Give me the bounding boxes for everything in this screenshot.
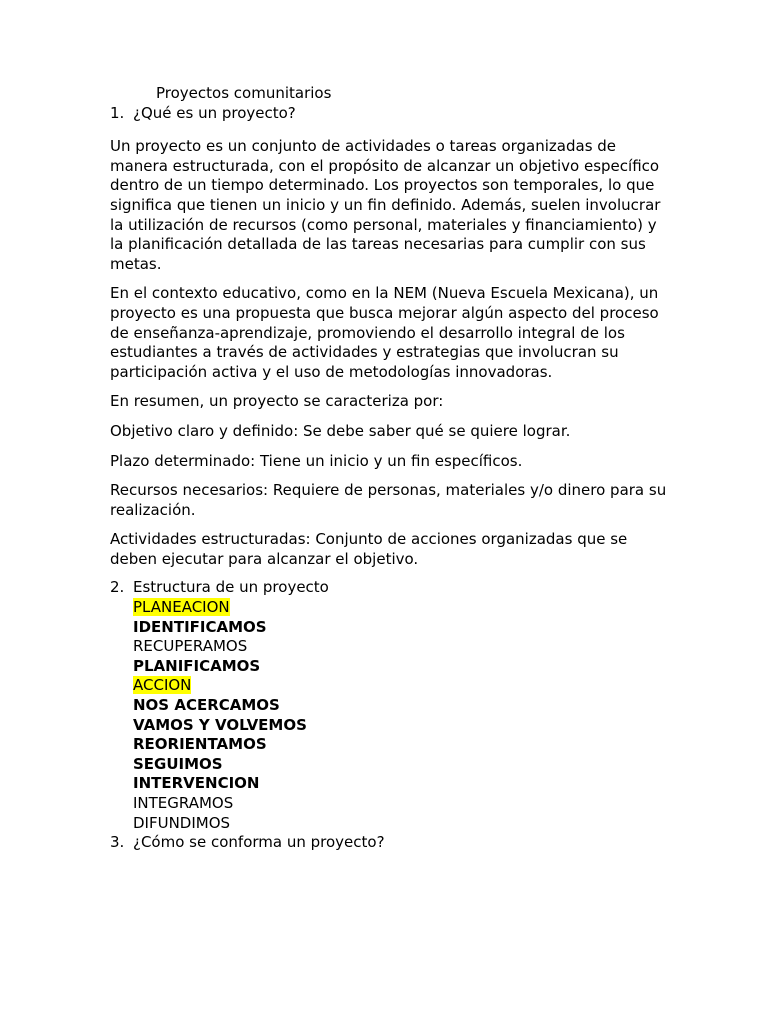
structure-item-recuperamos: RECUPERAMOS <box>133 637 248 656</box>
structure-item-intervencion: INTERVENCION <box>133 774 260 793</box>
section-3-number: 3. <box>110 833 125 852</box>
paragraph-nem-context: En el contexto educativo, como en la NEM (Nueva Escuela Mexicana), un proyecto es una propuesta que busca mejorar algún aspecto del proceso de enseñanza-aprendizaje, promoviendo el desarrollo integral de los estudiantes a través de actividades y estrategias que involucran su participación activa y el uso de metodologías innovadoras. <box>110 284 659 381</box>
paragraph-resources: Recursos necesarios: Requiere de personas, materiales y/o dinero para su realización. <box>110 481 667 519</box>
structure-item-planeacion: PLANEACION <box>133 598 230 617</box>
document-title: Proyectos comunitarios <box>156 84 332 102</box>
structure-item-nos-acercamos: NOS ACERCAMOS <box>133 696 280 715</box>
paragraph-deadline: Plazo determinado: Tiene un inicio y un fin específicos. <box>110 451 523 470</box>
section-1-heading-text: ¿Qué es un proyecto? <box>133 103 296 122</box>
paragraph-summary: En resumen, un proyecto se caracteriza por: <box>110 392 444 411</box>
section-1-number: 1. <box>110 103 125 122</box>
section-1-heading <box>110 104 670 124</box>
paragraph-definition: Un proyecto es un conjunto de actividades o tareas organizadas de manera estructurada, con el propósito de alcanzar un objetivo específico dentro de un tiempo determinado. Los proyectos son temporales, lo que significa que tienen un inicio y un fin definido. Además, suelen involucrar la utilización de recursos (como personal, materiales y financiamiento) y la planificación detallada de las tareas necesarias para cumplir con sus metas. <box>110 137 661 273</box>
paragraph-objective: Objetivo claro y definido: Se debe saber qué se quiere lograr. <box>110 421 571 440</box>
section-2-heading <box>110 578 670 598</box>
section-3-heading-text: ¿Cómo se conforma un proyecto? <box>133 833 385 852</box>
structure-item-vamos-y-volvemos: VAMOS Y VOLVEMOS <box>133 715 307 734</box>
structure-item-integramos: INTEGRAMOS <box>133 794 234 812</box>
structure-item-accion: ACCION <box>133 676 192 695</box>
structure-item-identificamos: IDENTIFICAMOS <box>133 617 267 636</box>
section-2-heading-text: Estructura de un proyecto <box>133 578 329 597</box>
document-page <box>110 84 670 853</box>
structure-item-difundimos: DIFUNDIMOS <box>133 813 231 832</box>
structure-item-seguimos: SEGUIMOS <box>133 754 223 773</box>
structure-list <box>110 598 670 833</box>
structure-item-reorientamos: REORIENTAMOS <box>133 735 267 754</box>
structure-item-planificamos: PLANIFICAMOS <box>133 656 261 675</box>
section-2-number: 2. <box>110 578 125 597</box>
section-3-heading <box>110 833 670 853</box>
paragraph-activities: Actividades estructuradas: Conjunto de acciones organizadas que se deben ejecutar para alcanzar el objetivo. <box>110 530 628 568</box>
